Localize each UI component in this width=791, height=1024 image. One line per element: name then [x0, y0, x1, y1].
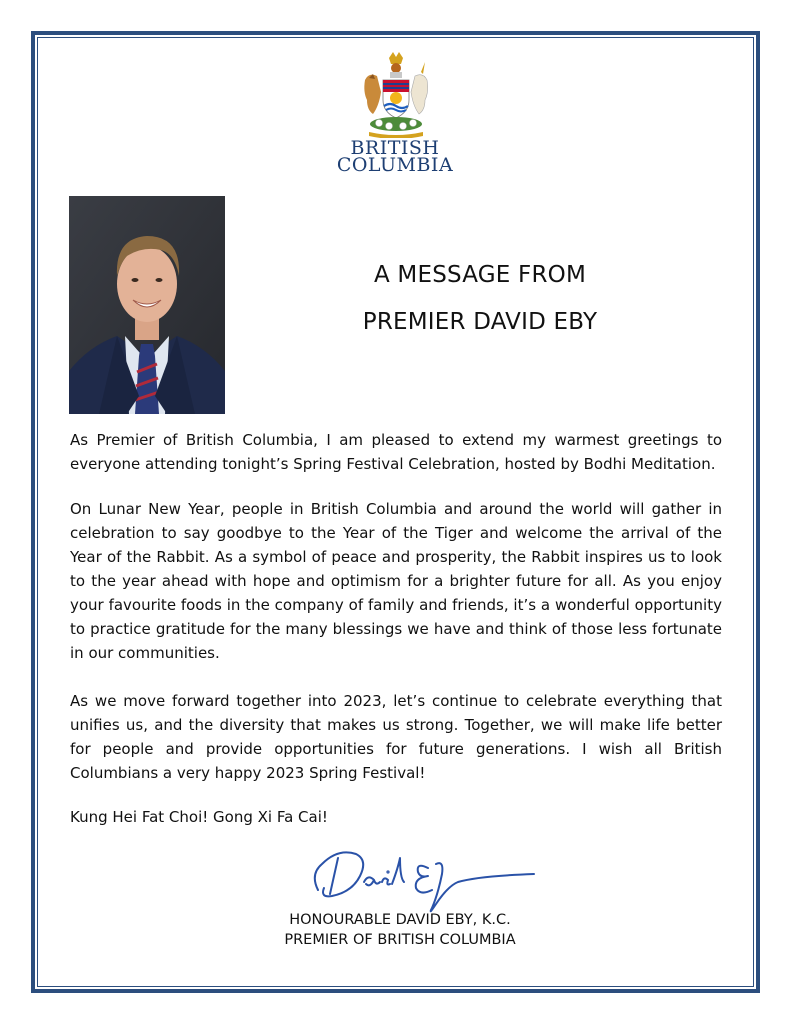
logo-columbia: [330, 156, 460, 175]
body-paragraph-1: As Premier of British Columbia, I am pleased to extend my warmest greetings to everyone attending tonight’s Spring Festival Celebration, hosted by Bodhi Meditation.: [70, 431, 722, 473]
premier-portrait: [69, 196, 225, 414]
signatory-title: PREMIER OF BRITISH COLUMBIA: [284, 932, 516, 948]
logo-text-line2: COLUMBIA: [336, 154, 454, 176]
body-paragraph-2: On Lunar New Year, people in British Columbia and around the world will gather in celebration to say goodbye to the Year of the Tiger and welcome the arrival of the Year of the Rabbit. As a symbol of peace and prosperity, the Rabbit inspires us to look to the year ahead with hope and optimism for a brighter future for all. As you enjoy your favourite foods in the company of family and friends, it’s a wonderful opportunity to practice gratitude for the many blessings we have and think of those less fortunate in our communities.: [70, 500, 722, 662]
page-title-line1: A MESSAGE FROM: [373, 262, 586, 288]
body-paragraph-greeting: Kung Hei Fat Choi! Gong Xi Fa Cai!: [70, 808, 328, 826]
page-title-line2: PREMIER DAVID EBY: [362, 309, 598, 335]
signatory-name: HONOURABLE DAVID EBY, K.C.: [289, 912, 511, 928]
handwritten-signature: [308, 838, 540, 914]
logo-text-line1: BRITISH: [350, 137, 440, 159]
bc-coat-of-arms-icon: [355, 52, 437, 138]
body-paragraph-3: As we move forward together into 2023, let’s continue to celebrate everything that unifies us, and the diversity that makes us strong. Together, we will make life better for people and provide opportunities for future generations. I wish all British Columbians a very happy 2023 Spring Festival!: [70, 692, 722, 782]
